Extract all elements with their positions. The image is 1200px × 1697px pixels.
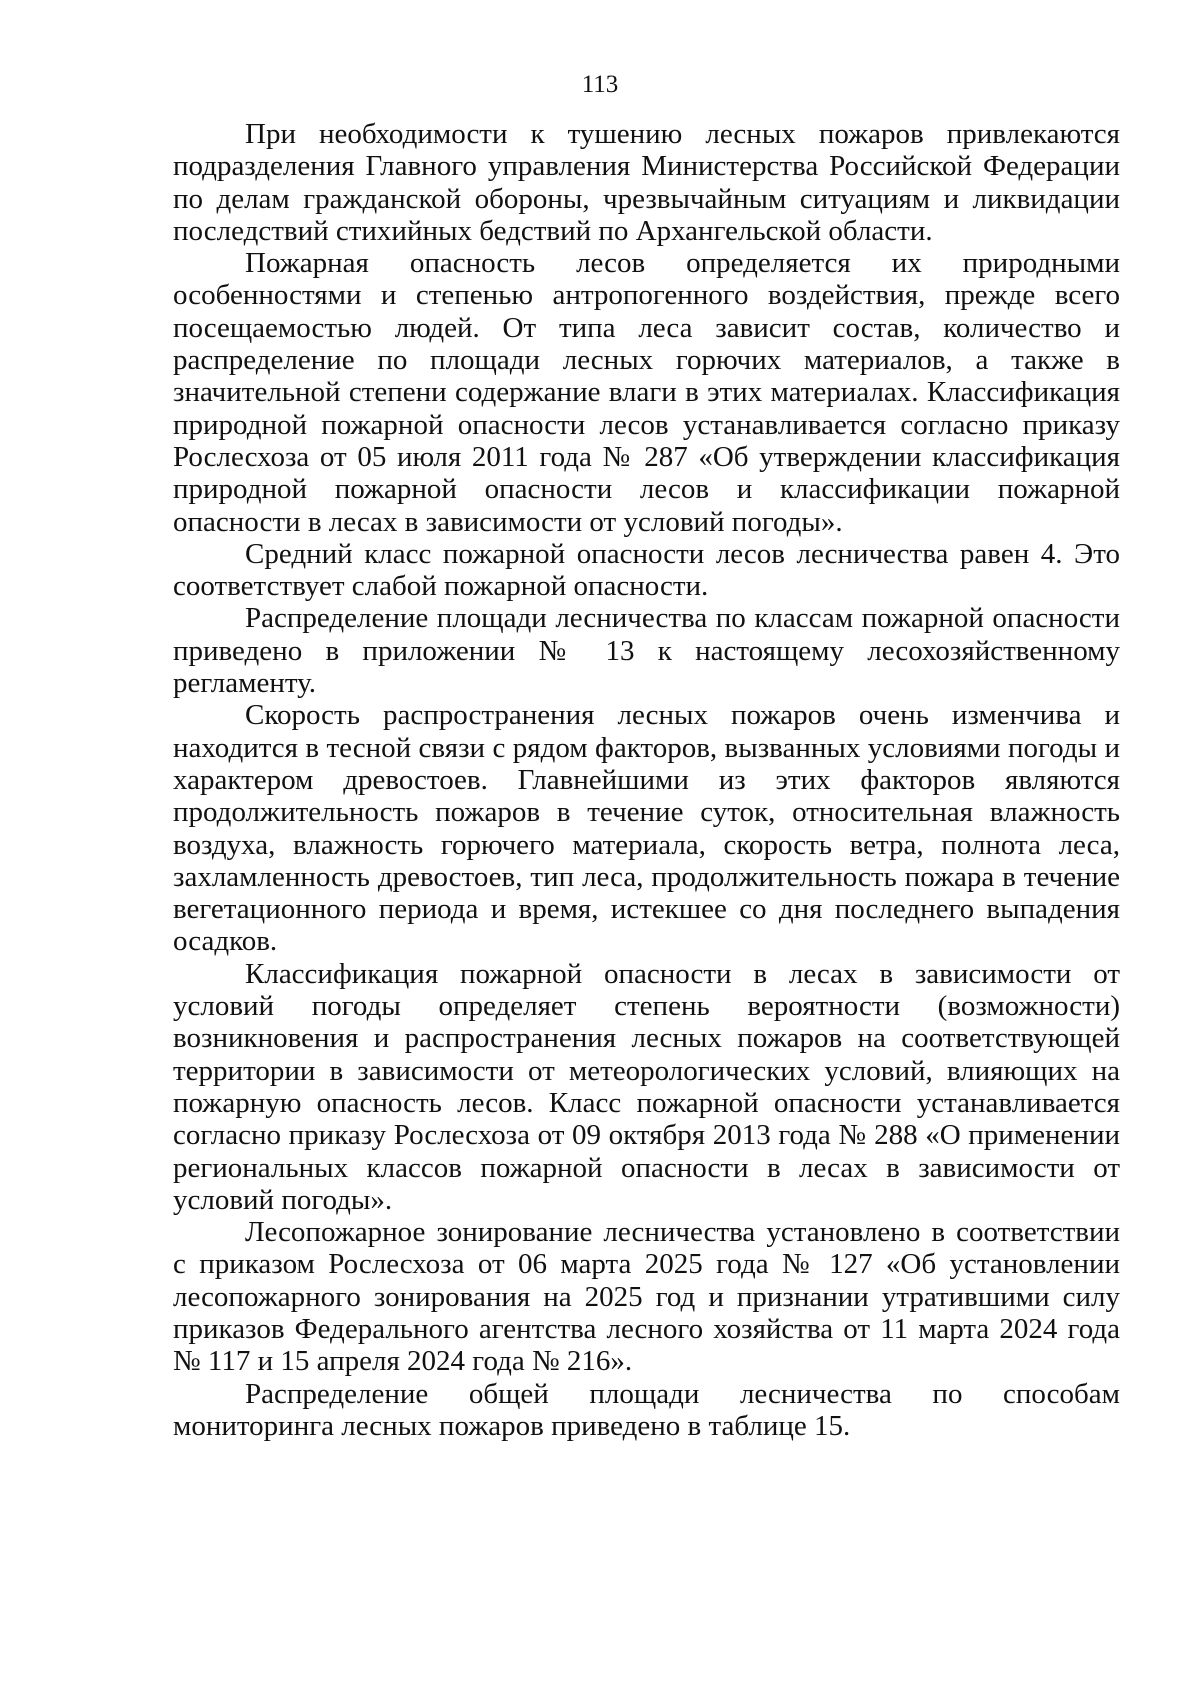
paragraph-area-distribution: Распределение площади лесничества по классам пожарной опасности приведено в приложении № 13 к настоящему лесохозяйственному регламенту. — [173, 602, 1120, 700]
paragraph-fire-spread-speed: Скорость распространения лесных пожаров очень изменчива и находится в тесной связи с рядом факторов, вызванных условиями погоды и характером древостоев. Главнейшими из этих факторов являются продолжительность пожаров в течение суток, относительная влажность воздуха, влажность горючего материала, скорость ветра, полнота леса, захламленность древостоев, тип леса, продолжительность пожара в течение вегетационного периода и время, истекшее со дня последнего выпадения осадков. — [173, 699, 1120, 958]
paragraph-weather-hazard-classification: Классификация пожарной опасности в лесах в зависимости от условий погоды определяет степень вероятности (возможности) возникновения и распространения лесных пожаров на соответствующей территории в зависимости от метеорологических условий, влияющих на пожарную опасность лесов. Класс пожарной опасности устанавливается согласно приказу Рослесхоза от 09 октября 2013 года № 288 «О применении региональных классов пожарной опасности в лесах в зависимости от условий погоды». — [173, 957, 1120, 1216]
paragraph-fire-hazard-classification: Пожарная опасность лесов определяется их природными особенностями и степенью антропогенного воздействия, прежде всего посещаемостью людей. От типа леса зависит состав, количество и распределение по площади лесных горючих материалов, а также в значительной степени содержание влаги в этих материалах. Классификация природной пожарной опасности лесов устанавливается согласно приказу Рослесхоза от 05 июля 2011 года № 287 «Об утверждении классификация природной пожарной опасности лесов и классификации пожарной опасности в лесах в зависимости от условий погоды». — [173, 247, 1120, 538]
paragraph-average-hazard-class: Средний класс пожарной опасности лесов лесничества равен 4. Это соответствует слабой пожарной опасности. — [173, 537, 1120, 603]
paragraph-fire-zoning: Лесопожарное зонирование лесничества установлено в соответствии с приказом Рослесхоза от 06 марта 2025 года № 127 «Об установлении лесопожарного зонирования на 2025 год и признании утратившими силу приказов Федерального агентства лесного хозяйства от 11 марта 2024 года № 117 и 15 апреля 2024 года № 216». — [173, 1216, 1120, 1378]
paragraph-monitoring-distribution: Распределение общей площади лесничества по способам мониторинга лесных пожаров приведено в таблице 15. — [173, 1377, 1120, 1442]
document-body — [173, 118, 1120, 1442]
paragraph-fire-suppression-units: При необходимости к тушению лесных пожаров привлекаются подразделения Главного управления Министерства Российской Федерации по делам гражданской обороны, чрезвычайным ситуациям и ликвидации последствий стихийных бедствий по Архангельской области. — [173, 118, 1120, 247]
page-number: 113 — [581, 71, 619, 98]
